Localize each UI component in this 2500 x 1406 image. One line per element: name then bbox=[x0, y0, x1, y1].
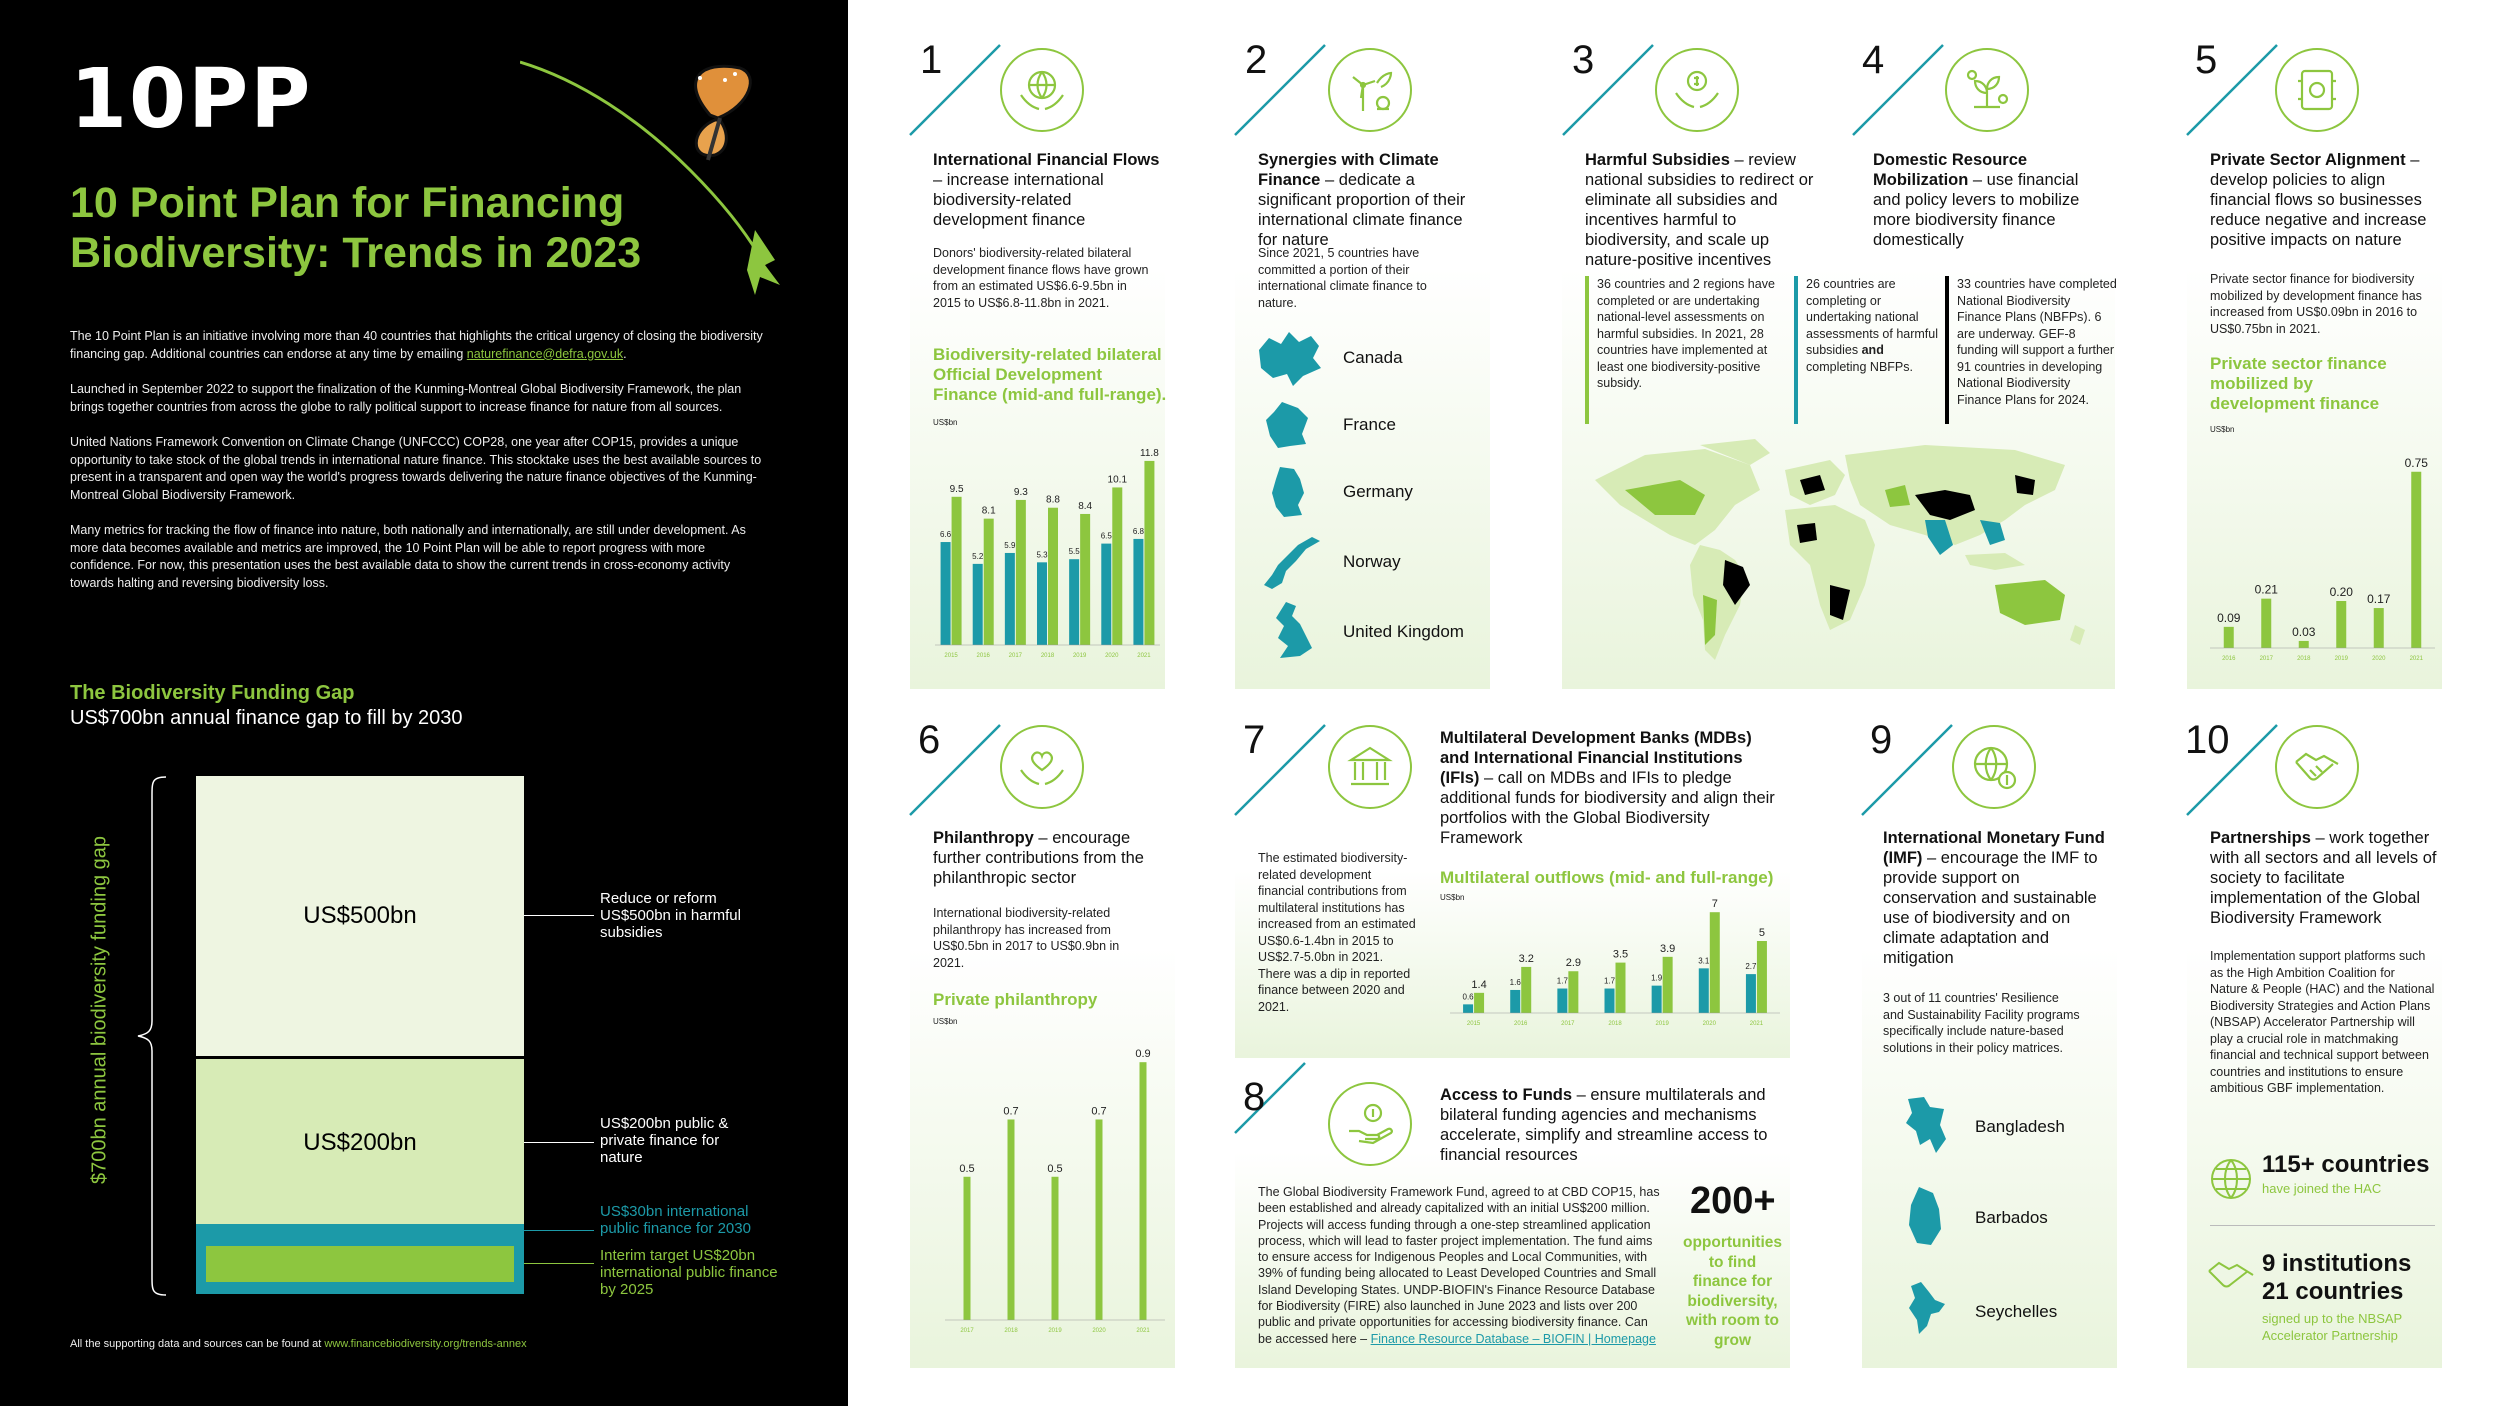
label-p7-mid-range-2016: 1.6 bbox=[1509, 977, 1521, 987]
hands-coin-icon bbox=[1655, 48, 1739, 132]
panel-4-text-a2: and bbox=[1861, 343, 1884, 357]
country-germany: Germany bbox=[1343, 482, 1413, 501]
bar-p7-mid-range-2020 bbox=[1699, 968, 1709, 1013]
bar-p7-mid-range-2017 bbox=[1557, 989, 1567, 1013]
tick-p7-2015: 2015 bbox=[1466, 1021, 1481, 1027]
leader-500 bbox=[524, 915, 594, 916]
globe-icon bbox=[2207, 1155, 2255, 1203]
map-bangladesh bbox=[1900, 1095, 1950, 1155]
intro-text bbox=[70, 328, 770, 610]
panel-1-number: 1 bbox=[920, 38, 943, 82]
label-p1-mid-range-2017: 5.9 bbox=[1004, 540, 1016, 550]
label-p5-private-2019: 0.20 bbox=[2329, 585, 2353, 599]
map-norway bbox=[1262, 535, 1322, 590]
country-norway: Norway bbox=[1343, 552, 1401, 571]
bar-p6-philanthropy-2017 bbox=[964, 1177, 971, 1320]
panel-8-heading-rest: – ensure multilaterals and bilateral funding agencies and mechanisms accelerate, simplify and streamline access to financial resources bbox=[1440, 1086, 1768, 1164]
chart-philanthropy bbox=[935, 1020, 1170, 1350]
bar-p7-full-range-2017 bbox=[1568, 971, 1578, 1013]
stat-nbsap-caption: signed up to the NBSAP Accelerator Partnership bbox=[2262, 1311, 2402, 1343]
panel-8-heading-bold: Access to Funds bbox=[1440, 1086, 1573, 1104]
bar-p7-mid-range-2018 bbox=[1605, 989, 1615, 1013]
bar-500bn-label: US$500bn bbox=[303, 902, 417, 929]
panel-7-heading-rest: – call on MDBs and IFIs to pledge additional funds for biodiversity and align their portfolios with the Global Biodiversity Framework bbox=[1440, 769, 1775, 847]
label-p5-private-2020: 0.17 bbox=[2367, 592, 2391, 607]
bar-p7-full-range-2021 bbox=[1757, 941, 1767, 1013]
bar-p7-full-range-2018 bbox=[1616, 963, 1626, 1013]
label-p1-mid-range-2016: 5.2 bbox=[972, 551, 984, 561]
label-p1-full-range-2017: 9.3 bbox=[1013, 486, 1028, 498]
panel-4-heading-rest: – use financial and policy levers to mobilize more biodiversity finance domestically bbox=[1873, 171, 2080, 249]
panel-10-heading-rest: – work together with all sectors and all levels of society to facilitate implementation of the Global Biodiversity Framework bbox=[2210, 829, 2437, 927]
leader-200 bbox=[524, 1142, 594, 1143]
bar-p5-private-2016 bbox=[2224, 627, 2234, 648]
bar-p6-philanthropy-2019 bbox=[1052, 1177, 1059, 1320]
tick-p5-2021: 2021 bbox=[2409, 656, 2423, 662]
intro-panel bbox=[0, 0, 848, 1406]
panel-5-text: Private sector finance for biodiversity mobilized by development finance has increased from US$0.09bn in 2016 to US$0.75bn in 2021. bbox=[2210, 272, 2422, 336]
map-barbados bbox=[1905, 1185, 1945, 1250]
panel-7-text: The estimated biodiversity-related development financial contributions from multilateral institutions has increased from an estimated US$0.6-1.4bn in 2015 to US$2.7-5.0bn in 2021. There was a dip in reported finance between 2020 and 2021. bbox=[1258, 851, 1416, 1014]
bar-p7-full-range-2016 bbox=[1521, 967, 1531, 1013]
label-p7-mid-range-2015: 0.6 bbox=[1462, 992, 1474, 1002]
globe-hands-icon bbox=[1000, 48, 1084, 132]
tick-p7-2018: 2018 bbox=[1608, 1021, 1622, 1027]
stat-21-countries: 21 countries bbox=[2262, 1278, 2404, 1305]
tick-p6-2018: 2018 bbox=[1004, 1328, 1018, 1334]
bar-p1-full-range-2019 bbox=[1080, 514, 1090, 645]
panel-8-heading bbox=[1440, 1085, 1780, 1165]
tick-p5-2020: 2020 bbox=[2372, 656, 2386, 662]
label-p1-full-range-2015: 9.5 bbox=[949, 483, 964, 495]
panel-2-number: 2 bbox=[1245, 38, 1268, 82]
panel-7-chart-title: Multilateral outflows (mid- and full-range) bbox=[1440, 868, 1774, 887]
bar-p1-full-range-2017 bbox=[1016, 500, 1026, 645]
country-uk: United Kingdom bbox=[1343, 622, 1464, 641]
bar-p1-mid-range-2018 bbox=[1037, 562, 1047, 645]
map-uk bbox=[1270, 600, 1315, 660]
label-p1-full-range-2016: 8.1 bbox=[981, 505, 996, 517]
label-p7-full-range-2020: 7 bbox=[1711, 898, 1718, 911]
annotation-200bn: US$200bn public & private finance for nature bbox=[600, 1115, 729, 1166]
logo: 10PP bbox=[70, 52, 313, 147]
intro-p4: Many metrics for tracking the flow of finance into nature, both nationally and internationally, are still under development. As more data becomes available and metrics are improved, the 10 Point Plan will be able to report progress with more confidence. For now, this presentation uses the best available data to show the current trends in cross-economy activity towards halting and reversing biodiversity loss. bbox=[70, 523, 746, 590]
label-p7-mid-range-2020: 3.1 bbox=[1698, 956, 1710, 966]
label-p1-full-range-2019: 8.4 bbox=[1078, 500, 1093, 512]
panel-4-number: 4 bbox=[1862, 38, 1885, 82]
handshake-icon bbox=[2275, 725, 2359, 809]
panel-8-text bbox=[1258, 1184, 1663, 1347]
panel-6-number: 6 bbox=[918, 718, 941, 762]
panel-1-heading-bold: International Financial Flows bbox=[933, 151, 1160, 169]
bar-p5-private-2018 bbox=[2299, 641, 2309, 648]
panel-8-slash bbox=[1230, 1058, 1310, 1138]
country-canada: Canada bbox=[1343, 348, 1403, 367]
bar-p7-mid-range-2021 bbox=[1746, 974, 1756, 1013]
label-p1-mid-range-2019: 5.5 bbox=[1068, 547, 1080, 557]
gap-vertical-label: $700bn annual biodiversity funding gap bbox=[88, 835, 111, 1185]
panel-10-heading-bold: Partnerships bbox=[2210, 829, 2311, 847]
panel-2-heading bbox=[1258, 150, 1483, 250]
country-seychelles: Seychelles bbox=[1975, 1302, 2058, 1321]
tick-p7-2016: 2016 bbox=[1514, 1021, 1528, 1027]
panel-4-heading-bold: Domestic Resource Mobilization bbox=[1873, 151, 2028, 189]
gap-brace bbox=[134, 776, 174, 1296]
panel-7-unit: US$bn bbox=[1440, 893, 1465, 902]
handshake-small-icon bbox=[2207, 1255, 2257, 1299]
tick-p1-2019: 2019 bbox=[1072, 653, 1087, 659]
label-p7-full-range-2018: 3.5 bbox=[1612, 948, 1629, 961]
gap-heading: The Biodiversity Funding Gap bbox=[70, 682, 355, 704]
panel-7-heading bbox=[1440, 728, 1780, 848]
biofin-link[interactable]: Finance Resource Database – BIOFIN | Homepage bbox=[1370, 1331, 1656, 1346]
panel-9-heading-bold: International Monetary Fund (IMF) bbox=[1883, 829, 2105, 867]
panel-6-heading bbox=[933, 828, 1168, 888]
label-p7-full-range-2016: 3.2 bbox=[1518, 952, 1534, 965]
label-p1-mid-range-2015: 6.6 bbox=[940, 530, 952, 540]
panel-8-big-number: 200+ bbox=[1690, 1180, 1776, 1222]
label-p5-private-2017: 0.21 bbox=[2254, 582, 2278, 597]
panel-9-number: 9 bbox=[1870, 718, 1893, 762]
label-p1-mid-range-2021: 6.8 bbox=[1132, 526, 1144, 536]
panel-10-heading bbox=[2210, 828, 2440, 928]
label-p7-full-range-2021: 5 bbox=[1758, 927, 1765, 939]
panel-4-text-a bbox=[1806, 276, 1938, 375]
panel-4-heading bbox=[1873, 150, 2098, 250]
panel-8-number: 8 bbox=[1243, 1075, 1266, 1119]
panel-3-text: 36 countries and 2 regions have completed or are undertaking national-level assessments on harmful subsidies. In 2021, 28 countries have implemented at least one biodiversity-positive subsidy. bbox=[1597, 277, 1775, 390]
panel-9-heading-rest: – encourage the IMF to provide support on conservation and sustainable use of biodiversity and on climate adaptation and mitigation bbox=[1883, 849, 2098, 967]
footer-text: All the supporting data and sources can be found at bbox=[70, 1338, 322, 1350]
tick-p6-2019: 2019 bbox=[1048, 1328, 1062, 1334]
bar-p1-full-range-2020 bbox=[1112, 487, 1122, 645]
panel-10-text: Implementation support platforms such as the High Ambition Coalition for Nature & People (HAC) and the National Biodiversity Strategies and Action Plans (NBSAP) Accelerator Partnership will play a crucial role in matchmaking financial and technical support between countries and institutions to ensure ambitious GBF implementation. bbox=[2210, 949, 2435, 1095]
map-seychelles bbox=[1905, 1278, 1950, 1338]
label-p6-philanthropy-2018: 0.7 bbox=[1003, 1105, 1019, 1118]
bar-p6-philanthropy-2018 bbox=[1008, 1119, 1015, 1320]
panel-4-text-b: 33 countries have completed National Biodiversity Finance Plans (NBFPs). 6 are underway. GEF-8 funding will support a further 91 countries in developing National Biodiversity Finance Plans for 2024. bbox=[1957, 277, 2117, 407]
intro-p3: United Nations Framework Convention on Climate Change (UNFCCC) COP28, one year after COP15, provides a unique opportunity to take stock of the global trends in international nature finance. This stocktake uses the best available sources to present in a transparent and open way the world's progress towards delivering the nature finance objectives of the Kunming-Montreal Global Biodiversity Framework. bbox=[70, 435, 762, 502]
label-p6-philanthropy-2019: 0.5 bbox=[1047, 1162, 1063, 1175]
panel-5-unit: US$bn bbox=[2210, 425, 2235, 434]
panel-1-heading-rest: – increase international biodiversity-related development finance bbox=[933, 171, 1104, 229]
bar-p1-mid-range-2020 bbox=[1101, 544, 1111, 645]
email-link[interactable]: naturefinance@defra.gov.uk bbox=[466, 346, 624, 361]
bar-p6-philanthropy-2021 bbox=[1140, 1062, 1147, 1320]
map-germany bbox=[1268, 465, 1308, 520]
panel-9-text: 3 out of 11 countries' Resilience and Sustainability Facility programs specifically include nature-based solutions in their policy matrices. bbox=[1883, 991, 2080, 1055]
globe-dollar-icon bbox=[1952, 725, 2036, 809]
tick-p1-2020: 2020 bbox=[1105, 653, 1119, 659]
panel-3-heading-rest: – review national subsidies to redirect or eliminate all subsidies and incentives harmful to biodiversity, and scale up nature-positive incentives bbox=[1585, 151, 1814, 269]
map-canada bbox=[1255, 328, 1325, 388]
bar-20bn bbox=[206, 1246, 514, 1282]
panel-5-heading-bold: Private Sector Alignment bbox=[2210, 151, 2406, 169]
country-bangladesh: Bangladesh bbox=[1975, 1117, 2065, 1136]
panel-5-number: 5 bbox=[2195, 38, 2218, 82]
bar-p1-full-range-2016 bbox=[984, 519, 994, 645]
bar-p7-mid-range-2016 bbox=[1510, 990, 1520, 1013]
tick-p1-2021: 2021 bbox=[1137, 653, 1151, 659]
bar-200bn-label: US$200bn bbox=[303, 1129, 417, 1156]
tick-p6-2021: 2021 bbox=[1136, 1328, 1150, 1334]
panel-5-chart-title: Private sector finance mobilized by development finance bbox=[2210, 354, 2387, 413]
tick-p1-2015: 2015 bbox=[944, 653, 958, 659]
country-france: France bbox=[1343, 415, 1396, 434]
bar-p7-mid-range-2015 bbox=[1463, 1004, 1473, 1013]
panel-3-heading-bold: Harmful Subsidies bbox=[1585, 151, 1730, 169]
chart-multilateral bbox=[1440, 895, 1785, 1035]
bar-p5-private-2019 bbox=[2336, 601, 2346, 648]
label-p1-full-range-2018: 8.8 bbox=[1046, 494, 1060, 506]
panel-2-text: Since 2021, 5 countries have committed a portion of their international climate finance to nature. bbox=[1258, 246, 1427, 310]
panel-9-heading bbox=[1883, 828, 2113, 968]
bar-p5-private-2021 bbox=[2411, 472, 2421, 648]
divider bbox=[2210, 1225, 2435, 1226]
label-p1-mid-range-2018: 5.3 bbox=[1036, 550, 1048, 560]
label-p1-full-range-2021: 11.8 bbox=[1140, 447, 1159, 459]
label-p7-full-range-2019: 3.9 bbox=[1659, 942, 1676, 955]
intro-p1: The 10 Point Plan is an initiative involving more than 40 countries that highlights the critical urgency of closing the biodiversity financing gap. Additional countries can endorse at any time by emailing bbox=[70, 329, 763, 361]
tick-p1-2017: 2017 bbox=[1008, 653, 1023, 659]
tick-p5-2017: 2017 bbox=[2259, 656, 2273, 662]
label-p1-mid-range-2020: 6.5 bbox=[1100, 531, 1112, 541]
panel-10-number: 10 bbox=[2185, 718, 2230, 762]
bar-p6-philanthropy-2020 bbox=[1096, 1119, 1103, 1320]
label-p5-private-2021: 0.75 bbox=[2404, 455, 2428, 470]
bar-p1-full-range-2021 bbox=[1144, 461, 1154, 645]
panel-6-heading-rest: – encourage further contributions from the philanthropic sector bbox=[933, 829, 1144, 887]
bar-p5-private-2017 bbox=[2261, 599, 2271, 648]
stat-institutions: 9 institutions bbox=[2262, 1250, 2412, 1277]
hands-heart-icon bbox=[1000, 725, 1084, 809]
panel-8-big-caption: opportunities to find finance for biodiversity, with room to grow bbox=[1682, 1234, 1783, 1349]
tick-p7-2019: 2019 bbox=[1655, 1021, 1669, 1027]
label-p7-mid-range-2018: 1.7 bbox=[1603, 976, 1616, 986]
footer-note bbox=[70, 1338, 527, 1350]
bar-p7-mid-range-2019 bbox=[1652, 986, 1662, 1013]
tick-p6-2020: 2020 bbox=[1092, 1328, 1106, 1334]
map-france bbox=[1262, 400, 1312, 450]
annotation-20bn: Interim target US$20bn international public finance by 2025 bbox=[600, 1247, 778, 1298]
panel-6-unit: US$bn bbox=[933, 1017, 958, 1026]
panel-4b-accent bbox=[1945, 276, 1949, 424]
money-icon bbox=[2275, 48, 2359, 132]
panel-1-heading bbox=[933, 150, 1163, 230]
leader-30 bbox=[524, 1230, 594, 1231]
label-p7-mid-range-2019: 1.9 bbox=[1651, 973, 1663, 983]
bar-p1-mid-range-2016 bbox=[973, 564, 983, 645]
bar-p1-mid-range-2017 bbox=[1005, 553, 1015, 645]
annotation-500bn: Reduce or reform US$500bn in harmful subsidies bbox=[600, 890, 741, 941]
panel-3-number: 3 bbox=[1572, 38, 1595, 82]
tick-p5-2018: 2018 bbox=[2297, 656, 2311, 662]
tick-p7-2017: 2017 bbox=[1561, 1021, 1575, 1027]
panel-4-text-a1: 26 countries are completing or undertaking national assessments of harmful subsidies bbox=[1806, 277, 1938, 357]
label-p6-philanthropy-2021: 0.9 bbox=[1135, 1048, 1151, 1061]
tick-p6-2017: 2017 bbox=[960, 1328, 974, 1334]
page-title: 10 Point Plan for Financing Biodiversity: Trends in 2023 bbox=[70, 179, 642, 277]
panel-4a-accent bbox=[1794, 276, 1798, 424]
bar-p1-mid-range-2021 bbox=[1133, 539, 1143, 645]
panel-5-heading bbox=[2210, 150, 2440, 250]
leader-20 bbox=[524, 1263, 594, 1264]
label-p7-full-range-2017: 2.9 bbox=[1565, 957, 1582, 970]
annotation-30bn: US$30bn international public finance for 2030 bbox=[600, 1203, 751, 1237]
label-p7-mid-range-2021: 2.7 bbox=[1745, 962, 1757, 972]
panel-1-text: Donors' biodiversity-related bilateral development finance flows have grown from an estimated US$6.6-9.5bn in 2015 to US$6.8-11.8bn in 2021. bbox=[933, 246, 1149, 310]
label-p5-private-2018: 0.03 bbox=[2292, 624, 2316, 639]
bar-p7-full-range-2015 bbox=[1474, 993, 1484, 1013]
label-p6-philanthropy-2020: 0.7 bbox=[1091, 1105, 1107, 1118]
label-p7-mid-range-2017: 1.7 bbox=[1556, 976, 1568, 986]
chart-private-sector bbox=[2200, 420, 2440, 670]
renewable-energy-icon bbox=[1328, 48, 1412, 132]
tick-p5-2016: 2016 bbox=[2222, 656, 2236, 662]
bar-p7-full-range-2019 bbox=[1663, 957, 1673, 1013]
bar-p1-mid-range-2015 bbox=[941, 542, 951, 645]
panel-6-chart-title: Private philanthropy bbox=[933, 990, 1098, 1009]
label-p6-philanthropy-2017: 0.5 bbox=[959, 1162, 975, 1175]
tick-p1-2018: 2018 bbox=[1040, 653, 1055, 659]
hand-coin-icon bbox=[1328, 1082, 1412, 1166]
bar-p7-full-range-2020 bbox=[1710, 912, 1720, 1013]
panel-2-heading-bold: Synergies with Climate Finance bbox=[1258, 151, 1439, 189]
tick-p1-2016: 2016 bbox=[976, 653, 990, 659]
panel-1-chart-title: Biodiversity-related bilateral Official Development Finance (mid-and full-range). bbox=[933, 345, 1167, 404]
bank-building-icon bbox=[1328, 725, 1412, 809]
panel-6-text: International biodiversity-related philanthropy has increased from US$0.5bn in 2017 to US$0.9bn in 2021. bbox=[933, 906, 1120, 970]
label-p5-private-2016: 0.09 bbox=[2217, 610, 2241, 625]
bar-p1-full-range-2018 bbox=[1048, 508, 1058, 645]
panel-8-text-body: The Global Biodiversity Framework Fund, agreed to at CBD COP15, has been established and already capitalized with an initial US$200 million. Projects will access funding through a one-step streamlined application process, which will lead to faster project implementation. The fund aims to ensure access for Indigenous Peoples and Local Communities, with 39% of funding being allocated to Least Developed Countries and Small Island Developing States. UNDP-BIOFIN's Finance Resource Database for Biodiversity (FIRE) also launched in June 2023 and lists over 200 public and private opportunities for accessing biodiversity finance. Can be accessed here – bbox=[1258, 1185, 1660, 1346]
country-barbados: Barbados bbox=[1975, 1208, 2048, 1227]
tick-p7-2020: 2020 bbox=[1702, 1021, 1716, 1027]
tick-p5-2019: 2019 bbox=[2334, 656, 2348, 662]
panel-2-heading-rest: – dedicate a significant proportion of their international climate finance for nature bbox=[1258, 171, 1466, 249]
chart-bilateral-odf bbox=[925, 430, 1165, 670]
label-p1-full-range-2020: 10.1 bbox=[1107, 474, 1128, 486]
gap-subheading: US$700bn annual finance gap to fill by 2030 bbox=[70, 707, 463, 729]
world-map bbox=[1585, 435, 2110, 675]
label-p7-full-range-2015: 1.4 bbox=[1471, 978, 1487, 991]
panel-5-heading-rest: – develop policies to align financial flows so businesses reduce negative and increase positive impacts on nature bbox=[2210, 151, 2427, 249]
stat-countries-caption: have joined the HAC bbox=[2262, 1181, 2382, 1196]
panel-7-heading-bold: Multilateral Development Banks (MDBs) and International Financial Institutions (IFIs) bbox=[1440, 729, 1752, 787]
footer-link[interactable]: www.financebiodiversity.org/trends-annex bbox=[324, 1338, 527, 1350]
bar-p5-private-2020 bbox=[2374, 608, 2384, 648]
plant-coins-icon bbox=[1945, 48, 2029, 132]
bar-500bn bbox=[196, 776, 524, 1056]
bar-p1-full-range-2015 bbox=[952, 497, 962, 645]
bar-p1-mid-range-2019 bbox=[1069, 559, 1079, 645]
panel-3-accent bbox=[1585, 276, 1589, 424]
panel-6-heading-bold: Philanthropy bbox=[933, 829, 1034, 847]
stat-countries: 115+ countries bbox=[2262, 1151, 2430, 1178]
intro-p1-end: . bbox=[623, 346, 627, 361]
panel-1-unit: US$bn bbox=[933, 418, 958, 427]
intro-p2: Launched in September 2022 to support the finalization of the Kunming-Montreal Global Biodiversity Framework, the plan brings together countries from across the globe to rally political support to increase finance for nature from all sources. bbox=[70, 382, 742, 414]
panel-4-text-a3: completing NBFPs. bbox=[1806, 359, 1913, 374]
panel-3-heading bbox=[1585, 150, 1820, 270]
tick-p7-2021: 2021 bbox=[1749, 1021, 1764, 1027]
panel-7-number: 7 bbox=[1243, 718, 1266, 762]
